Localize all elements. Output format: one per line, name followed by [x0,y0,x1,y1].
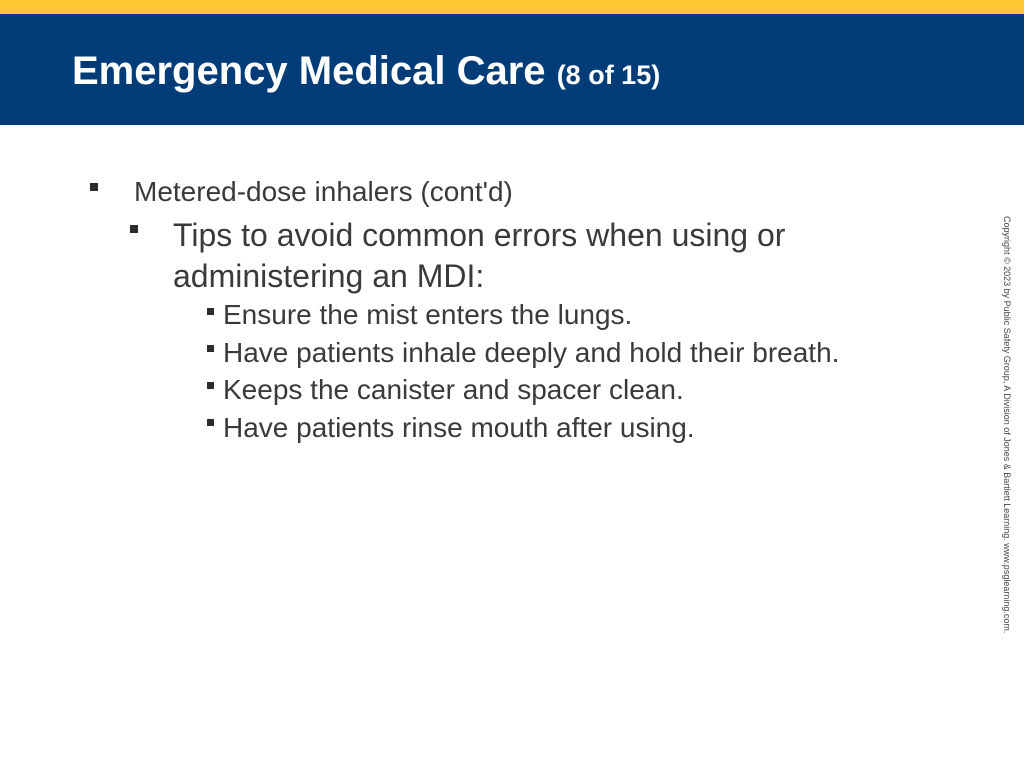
bullet-square-icon [207,308,214,315]
bullet-level3-item: Have patients inhale deeply and hold their breath. [223,337,840,368]
bullet-square-icon [207,419,214,426]
bullet-level1: Metered-dose inhalers (cont'd) [134,176,513,207]
bullet-level3-item: Ensure the mist enters the lungs. [223,299,633,330]
bullet-level3-item: Keeps the canister and spacer clean. [223,374,684,405]
bullet-level2-line2: administering an MDI: [173,258,485,294]
bullet-square-icon [90,183,98,191]
bullet-square-icon [207,345,214,352]
bullet-square-icon [130,225,138,233]
slide-title-text: Emergency Medical Care [72,49,546,93]
bullet-square-icon [207,382,214,389]
copyright-notice: Copyright © 2023 by Public Safety Group, A Division of Jones & Bartlett Learning. www.psglearning.com. [1002,216,1012,634]
bullet-level3-item: Have patients rinse mouth after using. [223,412,695,443]
bullet-level2-line1: Tips to avoid common errors when using or [173,217,786,253]
slide-count: (8 of 15) [556,60,661,90]
